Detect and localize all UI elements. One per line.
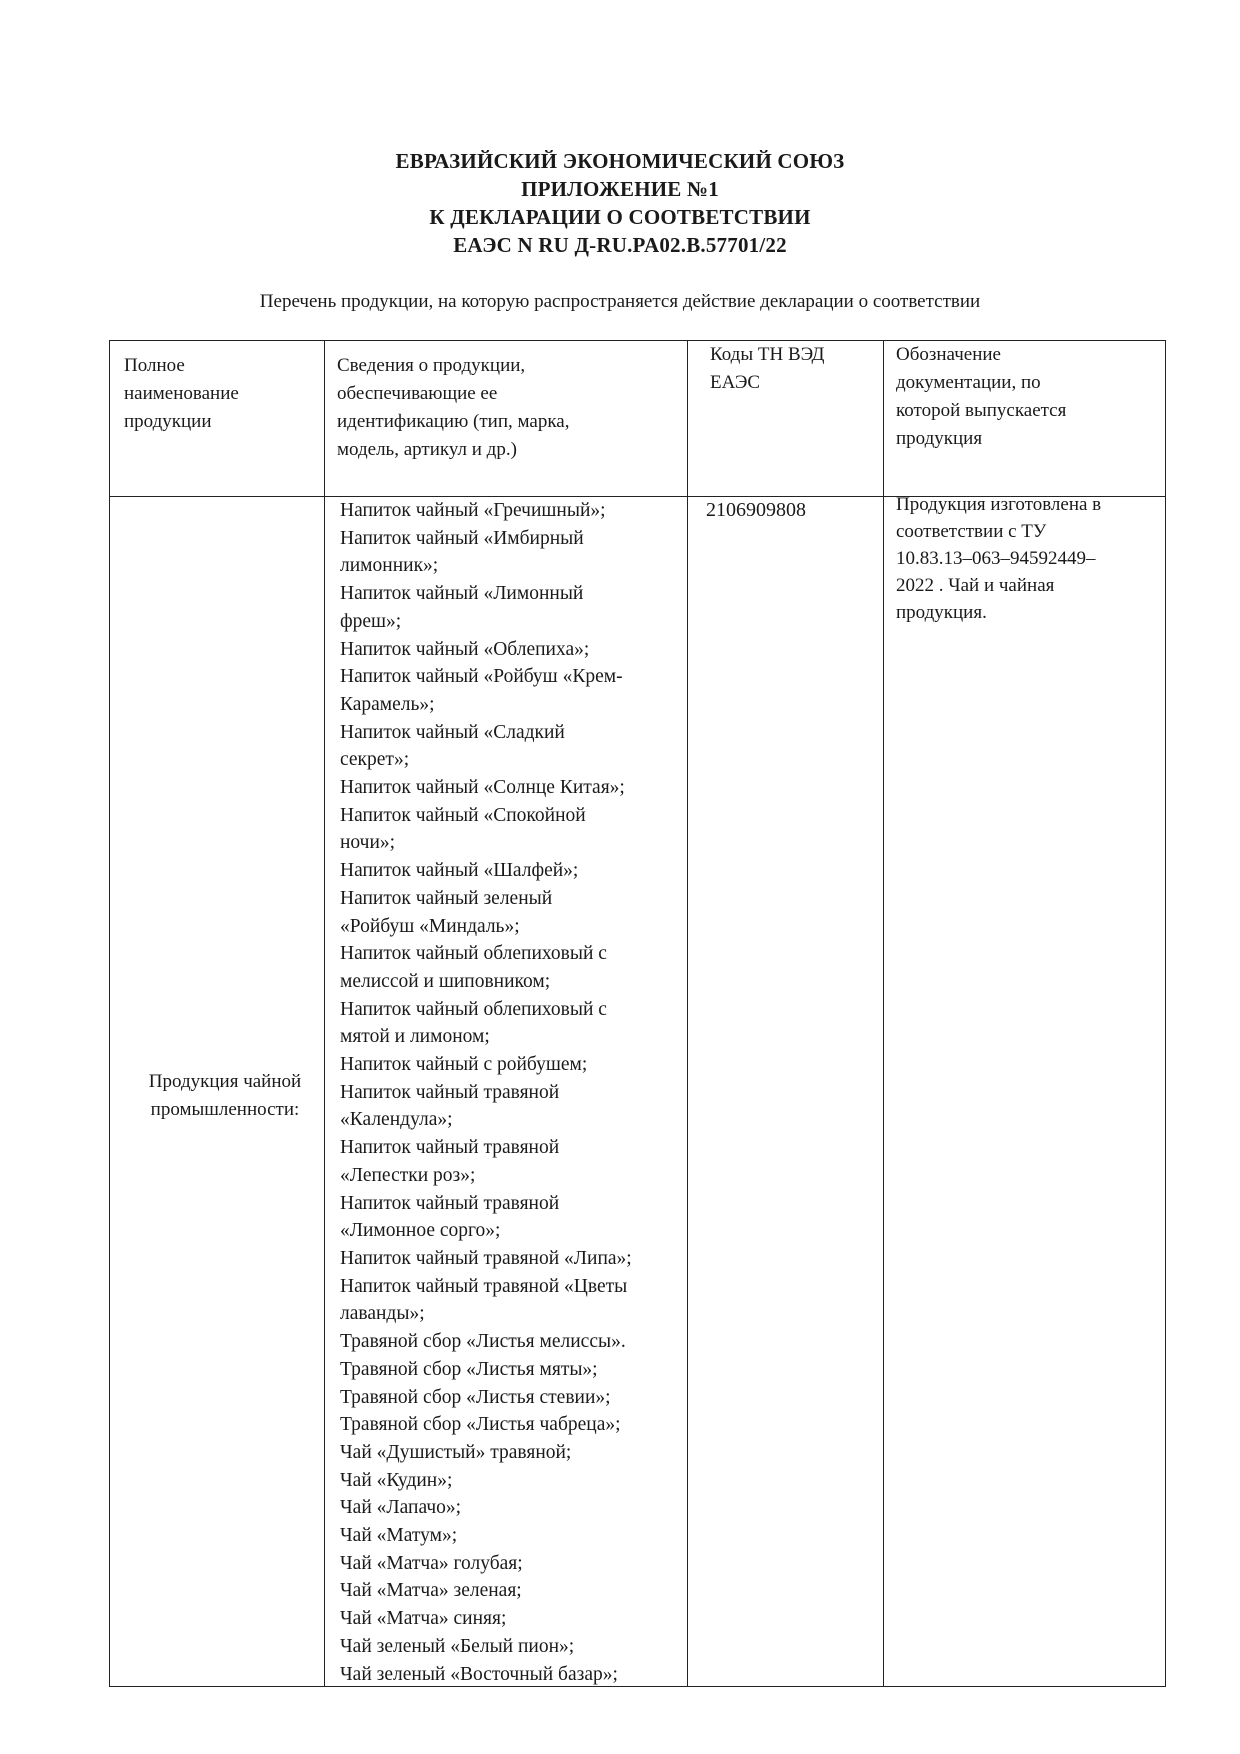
list-item: Чай «Душистый» травяной; [340, 1441, 572, 1463]
cell-tn-ved-code: 2106909808 [706, 499, 806, 521]
list-item: Напиток чайный облепиховый с [340, 943, 607, 965]
list-item: Чай зеленый «Восточный базар»; [340, 1663, 618, 1685]
document-header [0, 147, 1240, 259]
list-item: Напиток чайный травяной [340, 1192, 560, 1214]
list-item: «Календула»; [340, 1109, 453, 1131]
list-item: Чай «Лапачо»; [340, 1497, 462, 1519]
list-item: лаванды»; [340, 1303, 425, 1325]
list-item: «Лимонное сорго»; [340, 1220, 501, 1242]
list-item: Напиток чайный зеленый [340, 887, 553, 909]
header-declaration-title: К ДЕКЛАРАЦИИ О СООТВЕТСТВИИ [429, 205, 811, 229]
list-item: Напиток чайный «Имбирный [340, 527, 584, 549]
product-items-list [340, 497, 700, 1688]
list-item: Напиток чайный «Шалфей»; [340, 860, 579, 882]
list-item: Травяной сбор «Листья стевии»; [340, 1386, 611, 1408]
list-item: Напиток чайный «Солнце Китая»; [340, 777, 625, 799]
header-cell-product-info: Сведения о продукции, обеспечивающие ее идентификацию (тип, марка, модель, артикул и др.) [337, 355, 570, 460]
list-item: Травяной сбор «Листья чабреца»; [340, 1414, 621, 1436]
list-item: Напиток чайный «Сладкий [340, 721, 565, 743]
list-item: Напиток чайный травяной [340, 1137, 560, 1159]
list-item: мятой и лимоном; [340, 1026, 490, 1048]
list-item: «Ройбуш «Миндаль»; [340, 915, 520, 937]
list-item: Чай «Кудин»; [340, 1469, 453, 1491]
list-item: Напиток чайный «Лимонный [340, 583, 584, 605]
list-item: Чай «Матум»; [340, 1525, 458, 1547]
column-divider-1 [324, 341, 325, 1686]
column-divider-3 [883, 341, 884, 1686]
list-item: мелиссой и шиповником; [340, 970, 551, 992]
list-item: «Лепестки роз»; [340, 1164, 476, 1186]
header-union-name: ЕВРАЗИЙСКИЙ ЭКОНОМИЧЕСКИЙ СОЮЗ [395, 149, 845, 173]
list-item: Травяной сбор «Листья мелиссы». [340, 1331, 626, 1353]
list-item: Напиток чайный с ройбушем; [340, 1054, 588, 1076]
list-item: Чай «Матча» зеленая; [340, 1580, 522, 1602]
list-item: Напиток чайный травяной «Цветы [340, 1275, 628, 1297]
list-item: Карамель»; [340, 693, 435, 715]
list-item: ночи»; [340, 832, 396, 854]
list-item: Напиток чайный «Облепиха»; [340, 638, 590, 660]
cell-product-name: Продукция чайной промышленности: [148, 1071, 302, 1120]
list-item: секрет»; [340, 749, 410, 771]
list-item: Чай зеленый «Белый пион»; [340, 1635, 575, 1657]
header-declaration-number: ЕАЭС N RU Д-RU.PA02.B.57701/22 [453, 233, 787, 257]
list-item: Напиток чайный «Гречишный»; [340, 500, 606, 521]
list-item: Напиток чайный травяной [340, 1081, 560, 1103]
list-item: лимонник»; [340, 555, 439, 577]
list-item: Чай «Матча» синяя; [340, 1608, 507, 1630]
list-item: фреш»; [340, 610, 402, 632]
list-item: Напиток чайный травяной «Липа»; [340, 1247, 632, 1269]
header-appendix-title: ПРИЛОЖЕНИЕ №1 [521, 177, 719, 201]
cell-documentation: Продукция изготовлена в соответствии с ТУ 10.83.13–063–94592449– 2022 . Чай и чайная продукция. [896, 494, 1102, 623]
list-item: Чай «Матча» голубая; [340, 1552, 523, 1574]
list-item: Напиток чайный облепиховый с [340, 998, 607, 1020]
header-cell-full-name: Полное наименование продукции [124, 355, 239, 432]
header-cell-documentation: Обозначение документации, по которой выпускается продукция [896, 344, 1067, 449]
list-item: Напиток чайный «Спокойной [340, 804, 586, 826]
list-item: Травяной сбор «Листья мяты»; [340, 1358, 598, 1380]
list-item: Напиток чайный «Ройбуш «Крем- [340, 666, 623, 688]
document-subtitle: Перечень продукции, на которую распространяется действие декларации о соответствии [259, 291, 981, 312]
header-cell-tn-ved-codes: Коды ТН ВЭД ЕАЭС [710, 344, 825, 393]
